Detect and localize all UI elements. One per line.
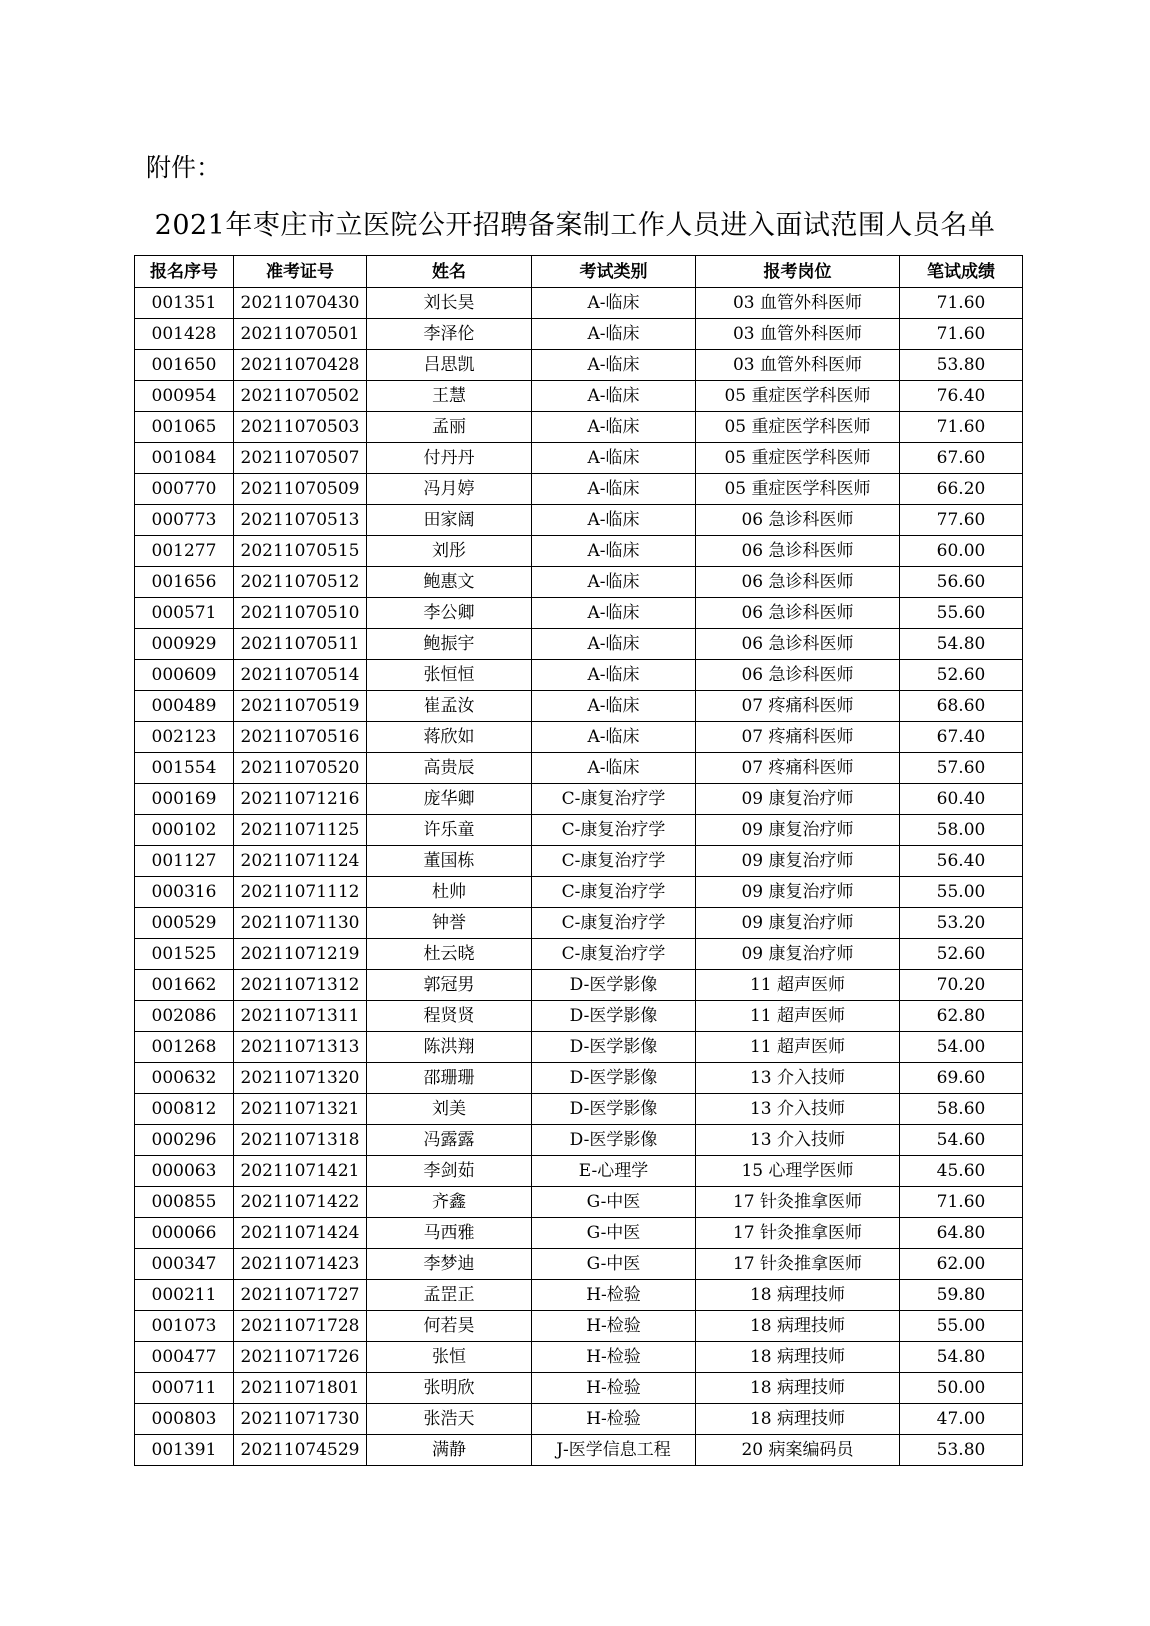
cell-admission-ticket: 20211070507 — [234, 443, 367, 474]
cell-admission-ticket: 20211071801 — [234, 1373, 367, 1404]
table-row — [135, 1435, 1023, 1466]
cell-position: 07 疼痛科医师 — [696, 722, 900, 753]
page-title: 2021年枣庄市立医院公开招聘备案制工作人员进入面试范围人员名单 — [154, 210, 996, 241]
cell-exam-category: A-临床 — [532, 598, 696, 629]
cell-position: 09 康复治疗师 — [696, 908, 900, 939]
cell-name: 鲍振宇 — [367, 629, 532, 660]
cell-name: 冯月婷 — [367, 474, 532, 505]
table-row — [135, 1063, 1023, 1094]
cell-name: 刘美 — [367, 1094, 532, 1125]
cell-registration-number: 000929 — [135, 629, 234, 660]
cell-registration-number: 000773 — [135, 505, 234, 536]
cell-registration-number: 002086 — [135, 1001, 234, 1032]
cell-exam-category: D-医学影像 — [532, 1032, 696, 1063]
cell-admission-ticket: 20211070503 — [234, 412, 367, 443]
cell-registration-number: 001554 — [135, 753, 234, 784]
cell-admission-ticket: 20211071421 — [234, 1156, 367, 1187]
cell-position: 18 病理技师 — [696, 1280, 900, 1311]
cell-registration-number: 001065 — [135, 412, 234, 443]
cell-name: 何若昊 — [367, 1311, 532, 1342]
cell-position: 05 重症医学科医师 — [696, 381, 900, 412]
cell-position: 13 介入技师 — [696, 1094, 900, 1125]
cell-written-score: 71.60 — [900, 319, 1023, 350]
cell-admission-ticket: 20211071125 — [234, 815, 367, 846]
cell-registration-number: 001656 — [135, 567, 234, 598]
cell-name: 张明欣 — [367, 1373, 532, 1404]
cell-name: 冯露露 — [367, 1125, 532, 1156]
cell-written-score: 58.60 — [900, 1094, 1023, 1125]
table-row — [135, 753, 1023, 784]
cell-registration-number: 000211 — [135, 1280, 234, 1311]
cell-registration-number: 000347 — [135, 1249, 234, 1280]
cell-name: 齐鑫 — [367, 1187, 532, 1218]
table-row — [135, 660, 1023, 691]
cell-admission-ticket: 20211071728 — [234, 1311, 367, 1342]
cell-name: 刘长昊 — [367, 288, 532, 319]
cell-exam-category: A-临床 — [532, 381, 696, 412]
cell-admission-ticket: 20211071311 — [234, 1001, 367, 1032]
cell-admission-ticket: 20211071726 — [234, 1342, 367, 1373]
cell-exam-category: C-康复治疗学 — [532, 784, 696, 815]
cell-registration-number: 000571 — [135, 598, 234, 629]
cell-written-score: 67.40 — [900, 722, 1023, 753]
cell-admission-ticket: 20211074529 — [234, 1435, 367, 1466]
cell-admission-ticket: 20211070519 — [234, 691, 367, 722]
cell-written-score: 55.60 — [900, 598, 1023, 629]
cell-written-score: 70.20 — [900, 970, 1023, 1001]
table-row — [135, 1342, 1023, 1373]
cell-position: 09 康复治疗师 — [696, 877, 900, 908]
table-row — [135, 474, 1023, 505]
table-row — [135, 939, 1023, 970]
attachment-label: 附件： — [146, 153, 222, 182]
table-row — [135, 1249, 1023, 1280]
cell-admission-ticket: 20211070511 — [234, 629, 367, 660]
cell-position: 06 急诊科医师 — [696, 505, 900, 536]
table-row — [135, 505, 1023, 536]
cell-exam-category: D-医学影像 — [532, 970, 696, 1001]
table-row — [135, 877, 1023, 908]
cell-admission-ticket: 20211070501 — [234, 319, 367, 350]
interview-candidates-table — [134, 255, 1023, 1466]
cell-position: 06 急诊科医师 — [696, 598, 900, 629]
cell-name: 李泽伦 — [367, 319, 532, 350]
cell-name: 许乐童 — [367, 815, 532, 846]
cell-exam-category: C-康复治疗学 — [532, 877, 696, 908]
cell-registration-number: 000855 — [135, 1187, 234, 1218]
cell-name: 孟罡正 — [367, 1280, 532, 1311]
cell-name: 张恒恒 — [367, 660, 532, 691]
header-name: 姓名 — [367, 256, 532, 288]
cell-registration-number: 000803 — [135, 1404, 234, 1435]
cell-written-score: 58.00 — [900, 815, 1023, 846]
cell-admission-ticket: 20211071318 — [234, 1125, 367, 1156]
cell-exam-category: C-康复治疗学 — [532, 908, 696, 939]
cell-name: 崔孟汝 — [367, 691, 532, 722]
cell-exam-category: A-临床 — [532, 629, 696, 660]
table-row — [135, 1125, 1023, 1156]
cell-position: 05 重症医学科医师 — [696, 412, 900, 443]
table-row — [135, 1156, 1023, 1187]
cell-written-score: 68.60 — [900, 691, 1023, 722]
cell-admission-ticket: 20211071423 — [234, 1249, 367, 1280]
cell-admission-ticket: 20211071422 — [234, 1187, 367, 1218]
cell-admission-ticket: 20211071727 — [234, 1280, 367, 1311]
table-row — [135, 1094, 1023, 1125]
cell-written-score: 53.80 — [900, 350, 1023, 381]
cell-name: 杜帅 — [367, 877, 532, 908]
table-row — [135, 350, 1023, 381]
cell-name: 张恒 — [367, 1342, 532, 1373]
cell-name: 付丹丹 — [367, 443, 532, 474]
cell-admission-ticket: 20211071321 — [234, 1094, 367, 1125]
cell-name: 吕思凯 — [367, 350, 532, 381]
cell-position: 05 重症医学科医师 — [696, 474, 900, 505]
cell-registration-number: 001391 — [135, 1435, 234, 1466]
cell-name: 董国栋 — [367, 846, 532, 877]
table-row — [135, 815, 1023, 846]
cell-admission-ticket: 20211071112 — [234, 877, 367, 908]
cell-position: 09 康复治疗师 — [696, 939, 900, 970]
cell-exam-category: D-医学影像 — [532, 1125, 696, 1156]
table-row — [135, 1218, 1023, 1249]
table-row — [135, 1001, 1023, 1032]
cell-exam-category: A-临床 — [532, 350, 696, 381]
header-position: 报考岗位 — [696, 256, 900, 288]
cell-written-score: 71.60 — [900, 288, 1023, 319]
cell-exam-category: H-检验 — [532, 1404, 696, 1435]
table-row — [135, 412, 1023, 443]
cell-written-score: 54.80 — [900, 1342, 1023, 1373]
cell-admission-ticket: 20211070510 — [234, 598, 367, 629]
cell-name: 李梦迪 — [367, 1249, 532, 1280]
cell-registration-number: 000102 — [135, 815, 234, 846]
cell-exam-category: G-中医 — [532, 1249, 696, 1280]
cell-registration-number: 000477 — [135, 1342, 234, 1373]
cell-written-score: 50.00 — [900, 1373, 1023, 1404]
cell-registration-number: 001127 — [135, 846, 234, 877]
cell-exam-category: H-检验 — [532, 1342, 696, 1373]
cell-written-score: 67.60 — [900, 443, 1023, 474]
cell-admission-ticket: 20211071312 — [234, 970, 367, 1001]
cell-admission-ticket: 20211071216 — [234, 784, 367, 815]
cell-exam-category: A-临床 — [532, 319, 696, 350]
cell-written-score: 57.60 — [900, 753, 1023, 784]
cell-name: 鲍惠文 — [367, 567, 532, 598]
cell-registration-number: 000632 — [135, 1063, 234, 1094]
table-row — [135, 1404, 1023, 1435]
cell-exam-category: J-医学信息工程 — [532, 1435, 696, 1466]
cell-registration-number: 002123 — [135, 722, 234, 753]
cell-registration-number: 000066 — [135, 1218, 234, 1249]
cell-written-score: 53.20 — [900, 908, 1023, 939]
cell-exam-category: D-医学影像 — [532, 1001, 696, 1032]
cell-exam-category: E-心理学 — [532, 1156, 696, 1187]
cell-admission-ticket: 20211070514 — [234, 660, 367, 691]
table-row — [135, 1280, 1023, 1311]
cell-position: 18 病理技师 — [696, 1404, 900, 1435]
cell-admission-ticket: 20211070520 — [234, 753, 367, 784]
cell-name: 蒋欣如 — [367, 722, 532, 753]
cell-admission-ticket: 20211071130 — [234, 908, 367, 939]
cell-admission-ticket: 20211071124 — [234, 846, 367, 877]
cell-written-score: 59.80 — [900, 1280, 1023, 1311]
cell-admission-ticket: 20211071730 — [234, 1404, 367, 1435]
cell-exam-category: D-医学影像 — [532, 1063, 696, 1094]
cell-position: 07 疼痛科医师 — [696, 753, 900, 784]
cell-position: 17 针灸推拿医师 — [696, 1249, 900, 1280]
cell-name: 高贵辰 — [367, 753, 532, 784]
cell-admission-ticket: 20211070513 — [234, 505, 367, 536]
cell-name: 满静 — [367, 1435, 532, 1466]
cell-exam-category: A-临床 — [532, 567, 696, 598]
cell-position: 09 康复治疗师 — [696, 846, 900, 877]
cell-name: 庞华卿 — [367, 784, 532, 815]
cell-exam-category: G-中医 — [532, 1218, 696, 1249]
table-row — [135, 567, 1023, 598]
cell-position: 18 病理技师 — [696, 1311, 900, 1342]
cell-position: 03 血管外科医师 — [696, 288, 900, 319]
cell-name: 陈洪翔 — [367, 1032, 532, 1063]
table-header-row — [135, 256, 1023, 288]
cell-registration-number: 000529 — [135, 908, 234, 939]
cell-exam-category: D-医学影像 — [532, 1094, 696, 1125]
cell-position: 09 康复治疗师 — [696, 784, 900, 815]
table-row — [135, 443, 1023, 474]
cell-position: 15 心理学医师 — [696, 1156, 900, 1187]
cell-name: 张浩天 — [367, 1404, 532, 1435]
cell-position: 06 急诊科医师 — [696, 567, 900, 598]
cell-registration-number: 001525 — [135, 939, 234, 970]
cell-name: 李剑茹 — [367, 1156, 532, 1187]
cell-registration-number: 000711 — [135, 1373, 234, 1404]
table-row — [135, 598, 1023, 629]
cell-position: 17 针灸推拿医师 — [696, 1218, 900, 1249]
header-admission-ticket: 准考证号 — [234, 256, 367, 288]
cell-admission-ticket: 20211071313 — [234, 1032, 367, 1063]
cell-written-score: 55.00 — [900, 877, 1023, 908]
table-row — [135, 908, 1023, 939]
cell-name: 程贤贤 — [367, 1001, 532, 1032]
cell-admission-ticket: 20211070512 — [234, 567, 367, 598]
cell-exam-category: A-临床 — [532, 753, 696, 784]
cell-registration-number: 000063 — [135, 1156, 234, 1187]
cell-position: 09 康复治疗师 — [696, 815, 900, 846]
cell-written-score: 66.20 — [900, 474, 1023, 505]
cell-name: 杜云晓 — [367, 939, 532, 970]
cell-position: 11 超声医师 — [696, 970, 900, 1001]
cell-written-score: 60.00 — [900, 536, 1023, 567]
cell-exam-category: C-康复治疗学 — [532, 846, 696, 877]
cell-written-score: 53.80 — [900, 1435, 1023, 1466]
cell-position: 06 急诊科医师 — [696, 660, 900, 691]
table-row — [135, 1373, 1023, 1404]
table-row — [135, 381, 1023, 412]
cell-name: 钟誉 — [367, 908, 532, 939]
cell-position: 06 急诊科医师 — [696, 536, 900, 567]
cell-registration-number: 001073 — [135, 1311, 234, 1342]
table-row — [135, 288, 1023, 319]
cell-exam-category: A-临床 — [532, 505, 696, 536]
cell-admission-ticket: 20211070428 — [234, 350, 367, 381]
cell-registration-number: 000770 — [135, 474, 234, 505]
cell-registration-number: 000316 — [135, 877, 234, 908]
cell-name: 刘彤 — [367, 536, 532, 567]
cell-admission-ticket: 20211071424 — [234, 1218, 367, 1249]
cell-exam-category: H-检验 — [532, 1373, 696, 1404]
cell-exam-category: A-临床 — [532, 536, 696, 567]
cell-written-score: 62.80 — [900, 1001, 1023, 1032]
cell-exam-category: A-临床 — [532, 722, 696, 753]
table-row — [135, 691, 1023, 722]
cell-position: 05 重症医学科医师 — [696, 443, 900, 474]
cell-written-score: 45.60 — [900, 1156, 1023, 1187]
cell-position: 20 病案编码员 — [696, 1435, 900, 1466]
table-row — [135, 722, 1023, 753]
cell-written-score: 56.60 — [900, 567, 1023, 598]
table-row — [135, 970, 1023, 1001]
cell-written-score: 62.00 — [900, 1249, 1023, 1280]
cell-admission-ticket: 20211070430 — [234, 288, 367, 319]
table-row — [135, 536, 1023, 567]
table-row — [135, 846, 1023, 877]
cell-position: 18 病理技师 — [696, 1373, 900, 1404]
cell-exam-category: H-检验 — [532, 1280, 696, 1311]
cell-admission-ticket: 20211070516 — [234, 722, 367, 753]
cell-written-score: 76.40 — [900, 381, 1023, 412]
cell-position: 07 疼痛科医师 — [696, 691, 900, 722]
cell-written-score: 52.60 — [900, 939, 1023, 970]
cell-exam-category: C-康复治疗学 — [532, 939, 696, 970]
cell-written-score: 77.60 — [900, 505, 1023, 536]
cell-registration-number: 001277 — [135, 536, 234, 567]
cell-position: 13 介入技师 — [696, 1063, 900, 1094]
cell-registration-number: 000169 — [135, 784, 234, 815]
cell-position: 17 针灸推拿医师 — [696, 1187, 900, 1218]
header-written-score: 笔试成绩 — [900, 256, 1023, 288]
table-row — [135, 629, 1023, 660]
cell-written-score: 71.60 — [900, 412, 1023, 443]
cell-written-score: 54.60 — [900, 1125, 1023, 1156]
cell-written-score: 71.60 — [900, 1187, 1023, 1218]
cell-registration-number: 001662 — [135, 970, 234, 1001]
cell-name: 郭冠男 — [367, 970, 532, 1001]
cell-registration-number: 000812 — [135, 1094, 234, 1125]
cell-registration-number: 001268 — [135, 1032, 234, 1063]
cell-registration-number: 001084 — [135, 443, 234, 474]
cell-exam-category: H-检验 — [532, 1311, 696, 1342]
cell-written-score: 64.80 — [900, 1218, 1023, 1249]
cell-position: 03 血管外科医师 — [696, 350, 900, 381]
cell-admission-ticket: 20211070515 — [234, 536, 367, 567]
cell-exam-category: A-临床 — [532, 288, 696, 319]
cell-written-score: 60.40 — [900, 784, 1023, 815]
cell-name: 王慧 — [367, 381, 532, 412]
cell-written-score: 47.00 — [900, 1404, 1023, 1435]
table-row — [135, 1187, 1023, 1218]
cell-written-score: 55.00 — [900, 1311, 1023, 1342]
cell-written-score: 56.40 — [900, 846, 1023, 877]
cell-admission-ticket: 20211070502 — [234, 381, 367, 412]
cell-admission-ticket: 20211071219 — [234, 939, 367, 970]
table-body — [135, 288, 1023, 1466]
cell-registration-number: 000296 — [135, 1125, 234, 1156]
cell-exam-category: A-临床 — [532, 660, 696, 691]
cell-registration-number: 000954 — [135, 381, 234, 412]
cell-registration-number: 001428 — [135, 319, 234, 350]
cell-position: 11 超声医师 — [696, 1032, 900, 1063]
cell-admission-ticket: 20211071320 — [234, 1063, 367, 1094]
header-exam-category: 考试类别 — [532, 256, 696, 288]
cell-written-score: 52.60 — [900, 660, 1023, 691]
cell-exam-category: A-临床 — [532, 691, 696, 722]
header-registration-number: 报名序号 — [135, 256, 234, 288]
cell-position: 18 病理技师 — [696, 1342, 900, 1373]
cell-position: 03 血管外科医师 — [696, 319, 900, 350]
cell-name: 孟丽 — [367, 412, 532, 443]
cell-registration-number: 000489 — [135, 691, 234, 722]
cell-registration-number: 001351 — [135, 288, 234, 319]
cell-exam-category: A-临床 — [532, 474, 696, 505]
cell-exam-category: G-中医 — [532, 1187, 696, 1218]
cell-written-score: 69.60 — [900, 1063, 1023, 1094]
cell-position: 13 介入技师 — [696, 1125, 900, 1156]
cell-registration-number: 001650 — [135, 350, 234, 381]
cell-name: 田家阔 — [367, 505, 532, 536]
cell-name: 李公卿 — [367, 598, 532, 629]
cell-name: 马西雅 — [367, 1218, 532, 1249]
table-row — [135, 784, 1023, 815]
table-row — [135, 319, 1023, 350]
table-row — [135, 1032, 1023, 1063]
cell-admission-ticket: 20211070509 — [234, 474, 367, 505]
cell-position: 06 急诊科医师 — [696, 629, 900, 660]
cell-written-score: 54.00 — [900, 1032, 1023, 1063]
cell-name: 邵珊珊 — [367, 1063, 532, 1094]
cell-exam-category: A-临床 — [532, 443, 696, 474]
table-row — [135, 1311, 1023, 1342]
cell-registration-number: 000609 — [135, 660, 234, 691]
cell-exam-category: A-临床 — [532, 412, 696, 443]
cell-position: 11 超声医师 — [696, 1001, 900, 1032]
cell-exam-category: C-康复治疗学 — [532, 815, 696, 846]
cell-written-score: 54.80 — [900, 629, 1023, 660]
